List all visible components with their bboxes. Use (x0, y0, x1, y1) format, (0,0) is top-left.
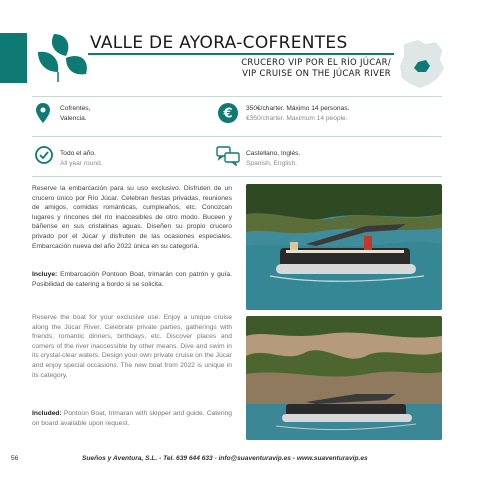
description-es: Reserve la embarcación para su uso exclusivo. Disfruten de un crucero único por Río Júcar. Celebran fiestas privadas, reuniones de amigos, comidas románticas, cumpleaños, etc. Conozcan lugares y rincones del río inaccesibles de otro modo. Buceen y báñense en sus cristalinas aguas. Diseñen su propio crucero privado por el Júcar y disfruten de las ocasiones especiales. Embarcación nueva del año 2022 única en su categoría. (32, 185, 232, 250)
boat-photo-bottom (246, 316, 442, 440)
location-info (60, 104, 90, 124)
location-line1: Cofrentes, (60, 105, 91, 112)
location-pin-icon (36, 103, 50, 123)
leaf-logo-icon (36, 32, 90, 84)
includes-en (32, 409, 232, 428)
languages-es: Castellano, Inglés. (246, 150, 301, 157)
location-line2: Valencia. (60, 115, 87, 122)
includes-en-label: Included: (32, 410, 62, 417)
languages-en: Spanish, English. (246, 160, 297, 167)
price-en: €350/charter. Maximum 14 people. (246, 115, 348, 122)
languages-info (246, 149, 300, 169)
speech-bubbles-icon (216, 146, 240, 166)
spain-map-icon (396, 38, 448, 90)
subtitle-en: VIP CRUISE ON THE JÚCAR RIVER (242, 69, 391, 79)
page-number: 56 (11, 455, 19, 462)
boat-photo-top (246, 184, 442, 310)
svg-text:€: € (223, 106, 233, 122)
info-top-divider (32, 96, 442, 97)
season-es: Todo el año. (60, 150, 96, 157)
check-icon (35, 146, 53, 164)
description-en: Reserve the boat for your exclusive use. Enjoy a unique cruise along the Júcar River. Celebrate private parties, gatherings with friends, romantic dinners, birthdays, etc. Discover places and corners of the river inaccessible by other means. Dive and swim in its crystal-clear waters. Design your own private cruise on the Júcar and enjoy special occasions. The new boat from 2022 is unique in its category. (32, 314, 232, 379)
includes-es-label: Incluye: (32, 271, 58, 278)
price-es: 350€/charter. Máximo 14 personas. (246, 105, 350, 112)
includes-en-text: Pontoon Boat, trimaran with skipper and guide. Catering on board available upon request. (32, 410, 232, 427)
info-bottom-divider (32, 176, 442, 177)
euro-icon (218, 103, 238, 123)
price-info (246, 104, 349, 124)
includes-es-text: Embarcación Pontoon Boat, trimarán con patrón y guía. Posibilidad de catering a bordo si se solicita. (32, 271, 232, 288)
subtitle-es: CRUCERO VIP POR EL RÍO JÚCAR/ (241, 58, 391, 68)
footer-contact: Sueños y Aventura, S.L. - Tel. 639 644 633 - info@suaventuravip.es - www.suaventuravip.es (82, 455, 368, 462)
season-info (60, 149, 103, 169)
info-middle-divider (32, 136, 442, 137)
title-underline (88, 53, 394, 55)
includes-es (32, 270, 232, 289)
season-en: All year round. (60, 160, 103, 167)
page-footer (0, 455, 479, 467)
page-title: VALLE DE AYORA-COFRENTES (90, 33, 348, 53)
side-tab-accent (0, 33, 27, 83)
